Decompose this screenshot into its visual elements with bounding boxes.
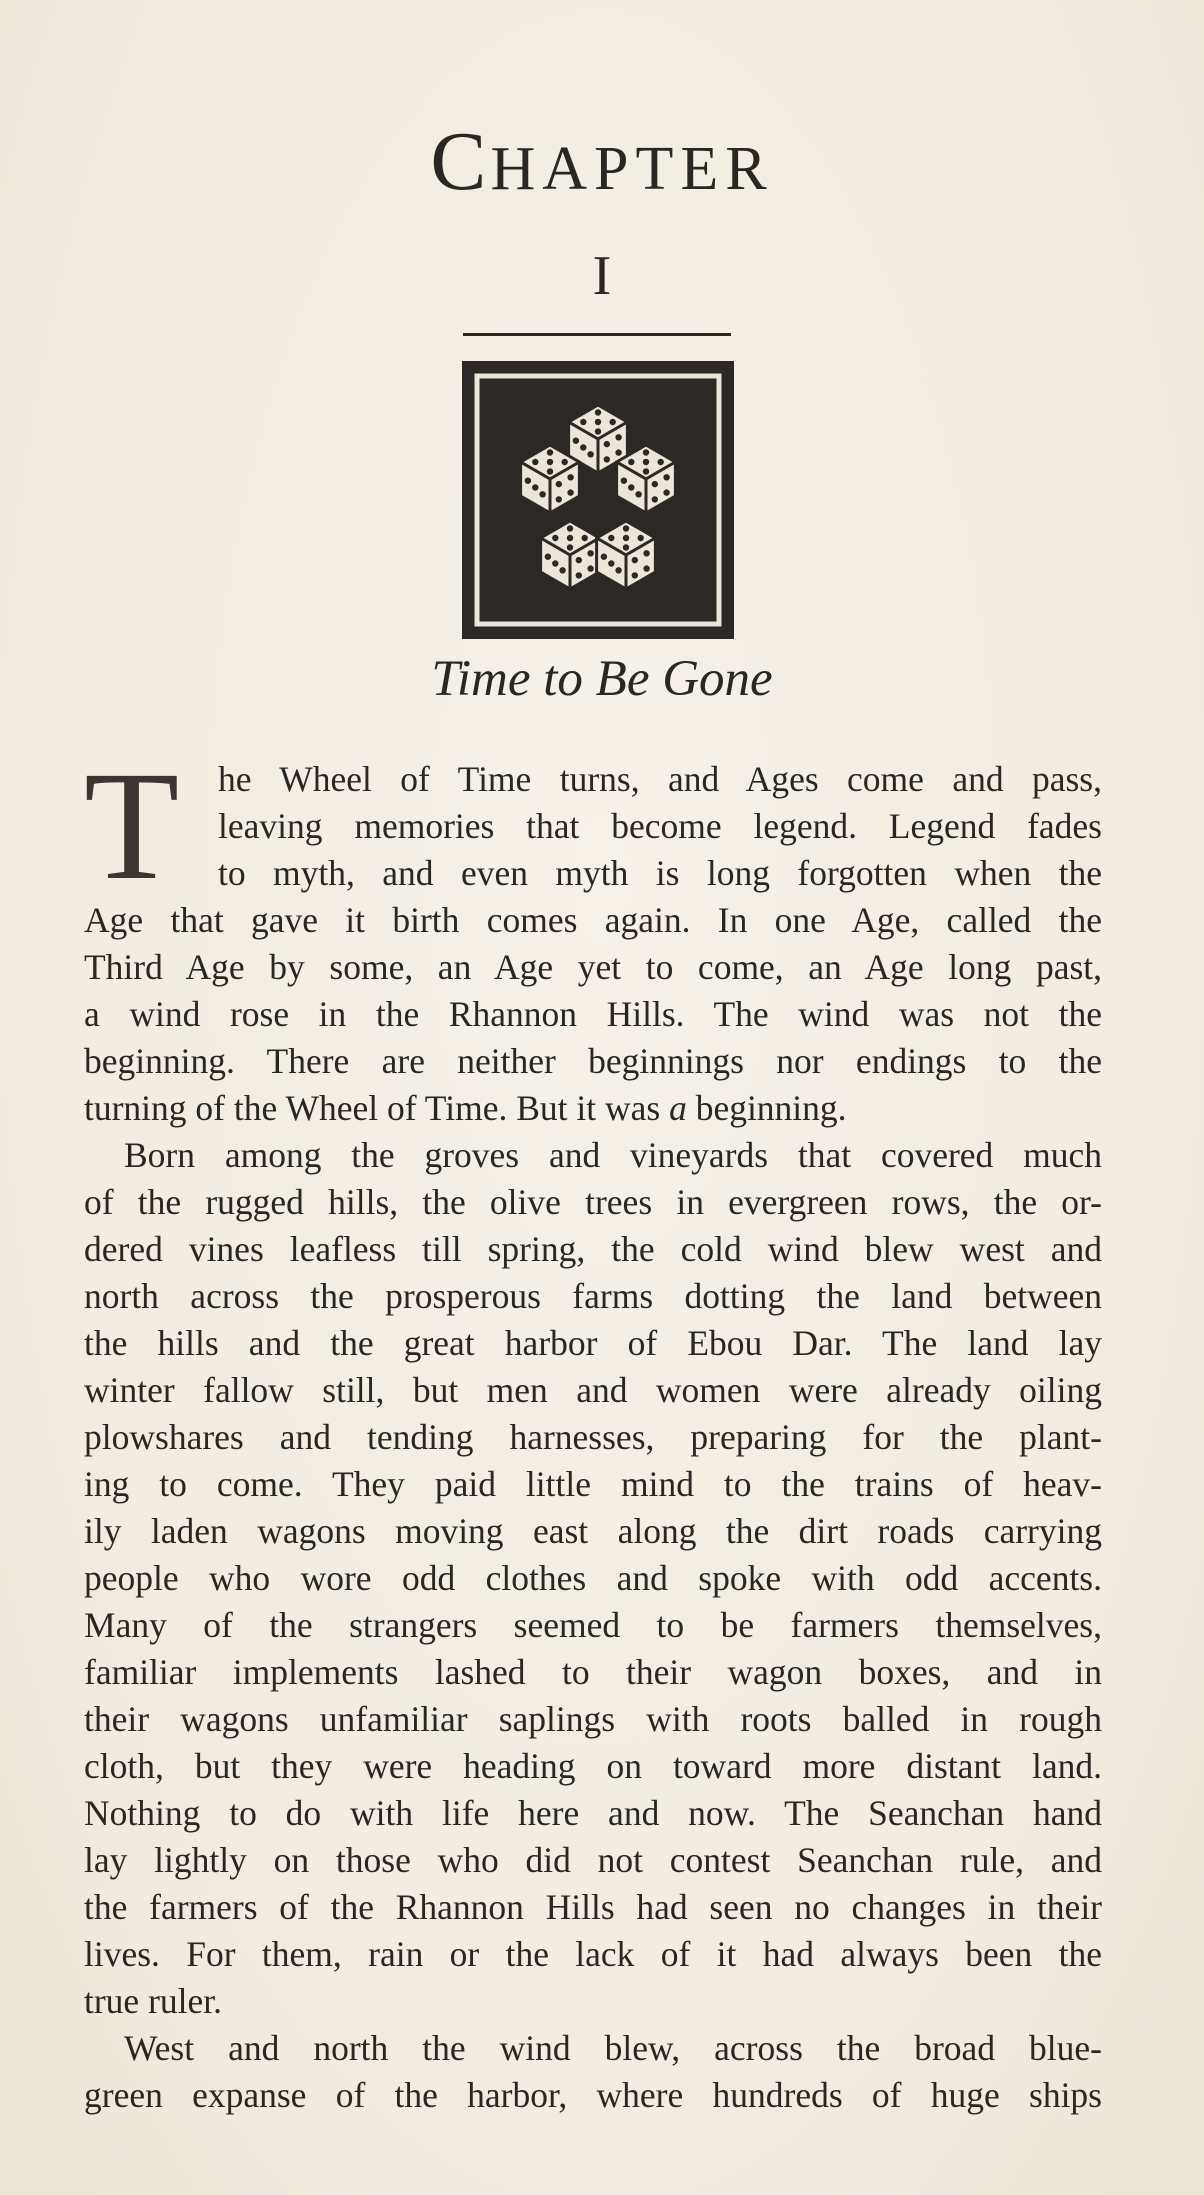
die-pip [643, 449, 649, 455]
die-pip [663, 474, 669, 480]
text-segment: beginning. [686, 1088, 847, 1128]
text-line: cloth, but they were heading on toward more distant land. [84, 1746, 1102, 1786]
text-line: ily laden wagons moving east along the dirt roads carrying [84, 1511, 1102, 1551]
die-pip [552, 535, 558, 541]
die-pip [580, 444, 586, 450]
die-pip [532, 459, 538, 465]
die-pip [628, 459, 634, 465]
die-pip [643, 565, 649, 571]
text-line: green expanse of the harbor, where hundreds of huge ships [84, 2075, 1102, 2115]
die-pip [547, 449, 553, 455]
die-pip [638, 535, 644, 541]
drop-cap: T [84, 739, 180, 912]
die-pip [552, 560, 558, 566]
die-pip [623, 525, 629, 531]
text-line: ing to come. They paid little mind to the trains of heav- [84, 1464, 1102, 1504]
text-line: he Wheel of Time turns, and Ages come and pass, [218, 759, 1102, 799]
die-pip [595, 428, 601, 434]
die-pip [556, 496, 562, 502]
text-line: Age that gave it birth comes again. In one Age, called the [84, 900, 1102, 940]
die-pip [643, 459, 649, 465]
die-pip [632, 557, 638, 563]
die-pip [576, 557, 582, 563]
die-pip [608, 535, 614, 541]
die-pip [587, 550, 593, 556]
chapter-heading-rest: HAPTER [490, 135, 774, 203]
die-pip [587, 451, 593, 457]
text-line: a wind rose in the Rhannon Hills. The wind was not the [84, 994, 1102, 1034]
die-pip [539, 491, 545, 497]
five-dice-icon [462, 361, 734, 639]
die-pip [567, 525, 573, 531]
die-pip [567, 489, 573, 495]
die-pip [610, 419, 616, 425]
die-pip [595, 409, 601, 415]
die-pip [615, 567, 621, 573]
text-line: plowshares and tending harnesses, preparing for the plant- [84, 1417, 1102, 1457]
die-pip [615, 449, 621, 455]
die-pip [623, 544, 629, 550]
text-line: dered vines leafless till spring, the cold wind blew west and [84, 1229, 1102, 1269]
die-pip [576, 572, 582, 578]
die-pip [580, 419, 586, 425]
die-pip [632, 572, 638, 578]
text-line: leaving memories that become legend. Legend fades [218, 806, 1102, 846]
die-pip [547, 459, 553, 465]
die-pip [663, 489, 669, 495]
die-pip [595, 419, 601, 425]
die-pip [635, 491, 641, 497]
die-pip [567, 544, 573, 550]
die-pip [628, 484, 634, 490]
die-pip [643, 550, 649, 556]
die-pip [532, 484, 538, 490]
text-line: Born among the groves and vineyards that covered much [124, 1135, 1102, 1175]
die-pip [604, 441, 610, 447]
die-pip [604, 456, 610, 462]
die-pip [567, 474, 573, 480]
text-line: Third Age by some, an Age yet to come, an Age long past, [84, 947, 1102, 987]
text-line: to myth, and even myth is long forgotten when the [218, 853, 1102, 893]
text-line: of the rugged hills, the olive trees in evergreen rows, the or- [84, 1182, 1102, 1222]
text-segment: turning of the Wheel of Time. But it was [84, 1088, 670, 1128]
die-pip [582, 535, 588, 541]
die-pip [556, 481, 562, 487]
die-pip [615, 434, 621, 440]
text-line: the hills and the great harbor of Ebou Dar. The land lay [84, 1323, 1102, 1363]
text-line: lay lightly on those who did not contest Seanchan rule, and [84, 1840, 1102, 1880]
text-line: Many of the strangers seemed to be farmers themselves, [84, 1605, 1102, 1645]
die-pip [652, 496, 658, 502]
die-pip [643, 468, 649, 474]
die-pip [562, 459, 568, 465]
text-line: north across the prosperous farms dotting the land between [84, 1276, 1102, 1316]
text-line: their wagons unfamiliar saplings with roots balled in rough [84, 1699, 1102, 1739]
die-pip [567, 535, 573, 541]
text-line: lives. For them, rain or the lack of it had always been the [84, 1934, 1102, 1974]
chapter-title: Time to Be Gone [431, 651, 773, 707]
die-pip [547, 468, 553, 474]
die-pip [658, 459, 664, 465]
chapter-rule-divider [463, 333, 731, 336]
italic-word: a [669, 1088, 687, 1128]
text-line: beginning. There are neither beginnings nor endings to the [84, 1041, 1102, 1081]
text-line: true ruler. [84, 1981, 222, 2021]
die-pip [545, 554, 551, 560]
die-pip [559, 567, 565, 573]
text-line: the farmers of the Rhannon Hills had seen no changes in their [84, 1887, 1102, 1927]
text-line: West and north the wind blew, across the broad blue- [124, 2028, 1102, 2068]
text-line [84, 1088, 1102, 1128]
text-line: people who wore odd clothes and spoke with odd accents. [84, 1558, 1102, 1598]
die-pip [525, 478, 531, 484]
die-pip [623, 535, 629, 541]
text-line: familiar implements lashed to their wagon boxes, and in [84, 1652, 1102, 1692]
die-pip [601, 554, 607, 560]
chapter-heading [0, 115, 1204, 208]
text-line: winter fallow still, but men and women were already oiling [84, 1370, 1102, 1410]
die-pip [621, 478, 627, 484]
text-line: Nothing to do with life here and now. The Seanchan hand [84, 1793, 1102, 1833]
die-pip [587, 565, 593, 571]
die-pip [608, 560, 614, 566]
die-pip [573, 438, 579, 444]
chapter-heading-initial: C [430, 115, 491, 208]
chapter-number: I [592, 245, 612, 307]
die-pip [652, 481, 658, 487]
